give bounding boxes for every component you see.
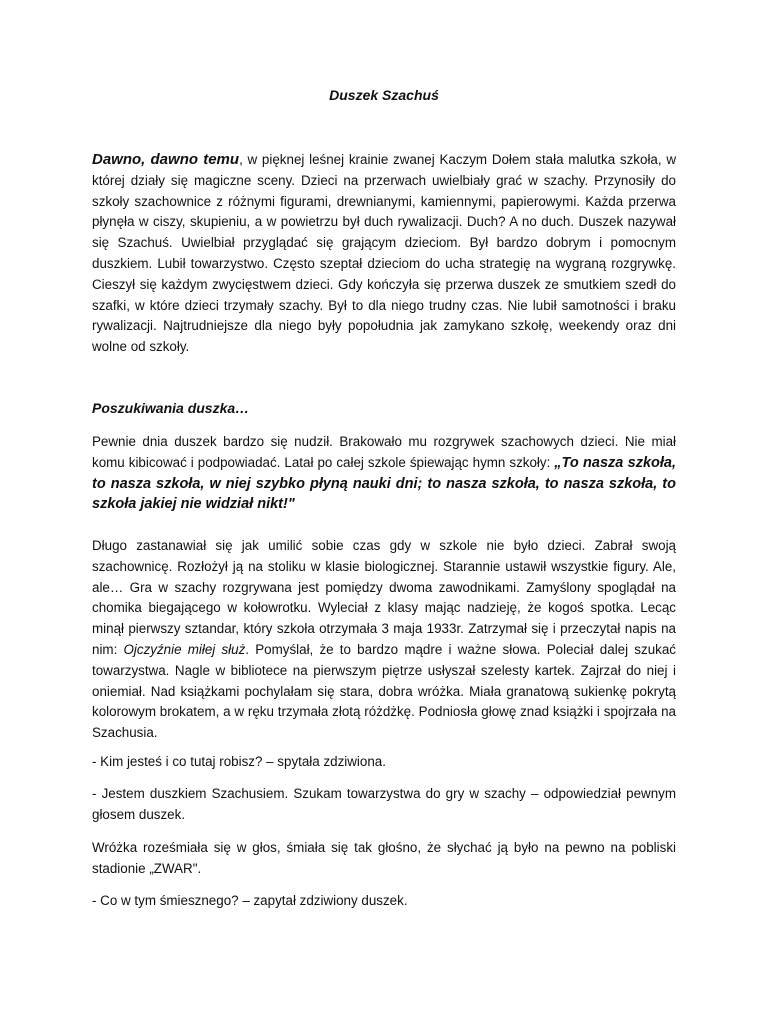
paragraph-laugh: Wróżka roześmiała się w głos, śmiała się tak głośno, że słychać ją było na pewno na pobliski stadionie „ZWAR".: [92, 840, 676, 876]
page-title: Duszek Szachuś: [329, 87, 439, 103]
dialogue-line-3: - Co w tym śmiesznego? – zapytał zdziwiony duszek.: [92, 893, 408, 908]
banner-inscription: Ojczyźnie miłej służ: [123, 641, 246, 657]
dialogue-line-2: - Jestem duszkiem Szachusiem. Szukam towarzystwa do gry w szachy – odpowiedział pewnym głosem duszek.: [92, 786, 676, 822]
paragraph-search: [92, 432, 676, 515]
intro-text: , w pięknej leśnej krainie zwanej Kaczym Dołem stała malutka szkoła, w której działy się magiczne sceny. Dzieci na przerwach uwielbiały grać w szachy. Przynosiły do szkoły szachownice z różnymi figurami, drewnianymi, kamiennymi, papierowymi. Każda przerwa płynęła w ciszy, skupieniu, a w powietrzu był duch rywalizacji. Duch? A no duch. Duszek nazywał się Szachuś. Uwielbiał przyglądać się grającym dzieciom. Był bardzo dobrym i pomocnym duszkiem. Lubił towarzystwo. Często szeptał dzieciom do ucha strategię na wygraną rozgrywkę. Cieszył się każdym zwycięstwem dzieci. Gdy kończyła się przerwa duszek ze smutkiem szedł do szafki, w które dzieci trzymały szachy. Był to dla niego trudny czas. Nie lubił samotności i braku rywalizacji. Najtrudniejsze dla niego były popołudnia jak zamykano szkołę, weekendy oraz dni wolne od szkoły.: [92, 152, 676, 355]
school-anthem-quote: „To nasza szkoła, to nasza szkoła, w niej szybko płyną nauki dni; to nasza szkoła, to nasza szkoła, to szkoła jakiej nie widział nikt!": [92, 454, 676, 513]
wander-text-b: . Pomyślał, że to bardzo mądre i ważne słowa. Poleciał dalej szukać towarzystwa. Nagle w bibliotece na pierwszym piętrze usłyszał szelesty kartek. Zajrzał do niej i oniemiał. Nad książkami pochylałam się stara, dobra wróżka. Miała granatową sukienkę pokrytą kolorowym brokatem, a w ręku trzymała złotą różdżkę. Podniosła głowę znad książki i spojrzała na Szachusia.: [92, 641, 676, 741]
intro-lead: Dawno, dawno temu: [92, 151, 240, 168]
wander-text-a: Długo zastanawiał się jak umilić sobie czas gdy w szkole nie było dzieci. Zabrał swoją szachownicę. Rozłożył ją na stoliku w klasie biologicznej. Starannie ustawił wszystkie figury. Ale, ale… Gra w szachy rozgrywana jest pomiędzy dwoma zawodnikami. Zamyślony spoglądał na chomika biegającego w kołowrotku. Wyleciał z klasy mając nadzieję, że kogoś spotka. Lecąc minął pierwszy sztandar, który szkoła otrzymała 3 maja 1933r. Zatrzymał się i przeczytał napis na nim:: [92, 538, 676, 657]
section-heading: Poszukiwania duszka…: [92, 400, 250, 416]
paragraph-intro: [92, 150, 676, 358]
search-text: Pewnie dnia duszek bardzo się nudził. Brakowało mu rozgrywek szachowych dzieci. Nie miał komu kibicować i podpowiadać. Latał po całej szkole śpiewając hymn szkoły:: [92, 434, 676, 470]
paragraph-wander: [92, 536, 676, 744]
dialogue-line-1: - Kim jesteś i co tutaj robisz? – spytała zdziwiona.: [92, 754, 386, 769]
